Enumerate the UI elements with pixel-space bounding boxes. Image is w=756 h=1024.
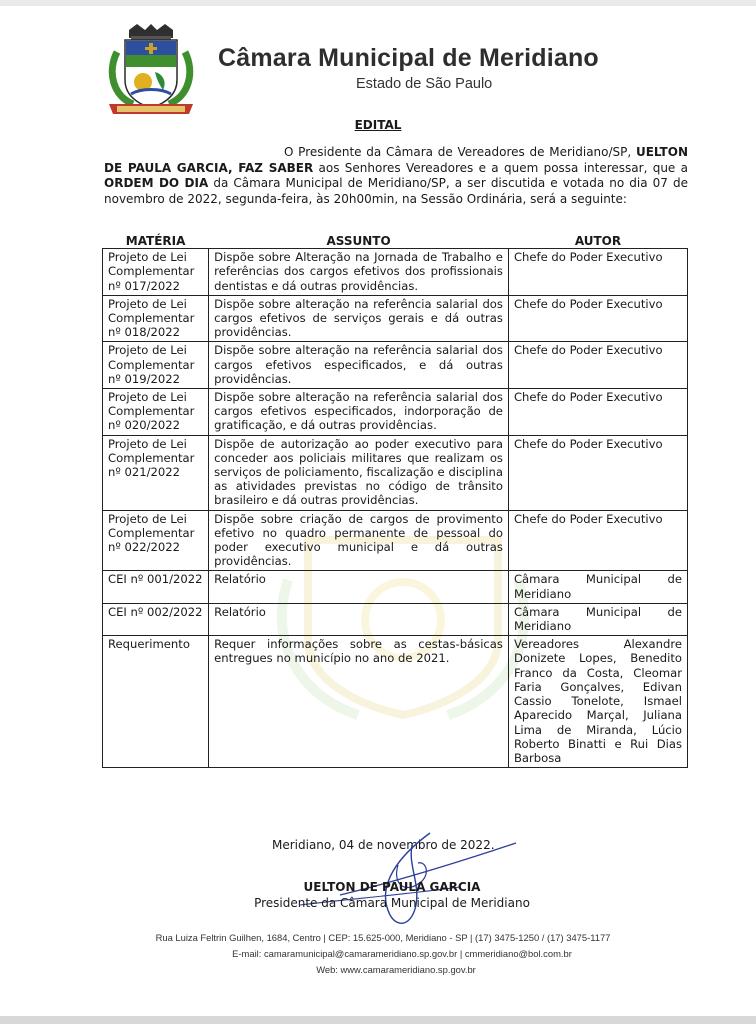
row-materia: Projeto de Lei Complementar nº 018/2022 (103, 295, 209, 342)
footer-email: E-mail: camaramunicipal@camarameridiano.sp.gov.br | cmmeridiano@bol.com.br (232, 948, 572, 959)
row-assunto: Dispõe sobre alteração na referência salarial dos cargos efetivos especificados, indorporação de gratificação, e dá outras providências. (209, 389, 509, 436)
row-materia: CEI nº 002/2022 (103, 603, 209, 635)
row-autor: Chefe do Poder Executivo (508, 510, 687, 571)
row-assunto: Dispõe sobre alteração na referência salarial dos cargos efetivos de serviços gerais e dá outras providências. (209, 295, 509, 342)
place-date: Meridiano, 04 de novembro de 2022. (272, 838, 495, 852)
agenda-table (102, 234, 688, 768)
intro-text-2: aos Senhores Vereadores e a quem possa interessar, que a (313, 160, 688, 175)
row-assunto: Dispõe de autorização ao poder executivo para conceder aos policiais militares que realizam os serviços de policiamento, fiscalização e disciplina as atividades previstas no código de trânsito brasileiro e dá outras providências. (209, 435, 509, 510)
table-row (103, 435, 688, 510)
row-autor: Câmara Municipal de Meridiano (508, 603, 687, 635)
intro-text-1: O Presidente da Câmara de Vereadores de Meridiano/SP, (284, 145, 632, 159)
row-autor: Câmara Municipal de Meridiano (508, 571, 687, 603)
row-assunto: Requer informações sobre as cestas-básicas entregues no município no ano de 2021. (209, 636, 509, 768)
table-row (103, 571, 688, 603)
table-row (103, 342, 688, 389)
document-title: EDITAL (354, 118, 402, 132)
row-assunto: Dispõe sobre Alteração na Jornada de Trabalho e referências dos cargos efetivos dos profissionais dentistas e dá outras providências. (209, 249, 509, 296)
footer-web: Web: www.camarameridiano.sp.gov.br (316, 964, 476, 975)
row-materia: Requerimento (103, 636, 209, 768)
header-autor: AUTOR (574, 234, 622, 248)
table-row (103, 603, 688, 635)
row-autor: Chefe do Poder Executivo (508, 249, 687, 296)
header-materia: MATÉRIA (125, 234, 186, 248)
table-row (103, 249, 688, 296)
table-row (103, 389, 688, 436)
chamber-name: Câmara Municipal de Meridiano (218, 44, 599, 72)
ordem-do-dia: ORDEM DO DIA (104, 176, 209, 190)
scan-top-edge (0, 0, 756, 6)
table-row (103, 295, 688, 342)
footer-address: Rua Luiza Feltrin Guilhen, 1684, Centro | CEP: 15.625-000, Meridiano - SP | (17) 3475-1250 / (17) 3475-1177 (155, 932, 611, 943)
row-autor: Chefe do Poder Executivo (508, 435, 687, 510)
row-assunto: Dispõe sobre alteração na referência salarial dos cargos efetivos especificados, e dá outras providências. (209, 342, 509, 389)
row-autor: Chefe do Poder Executivo (508, 389, 687, 436)
table-row (103, 636, 688, 768)
signer-role: Presidente da Câmara Municipal de Meridiano (254, 896, 530, 910)
row-materia: Projeto de Lei Complementar nº 020/2022 (103, 389, 209, 436)
row-autor: Chefe do Poder Executivo (508, 295, 687, 342)
table-row (103, 510, 688, 571)
row-materia: Projeto de Lei Complementar nº 022/2022 (103, 510, 209, 571)
president-name: UELTON DE PAULA GARCIA, FAZ SABER (104, 145, 688, 175)
row-materia: Projeto de Lei Complementar nº 019/2022 (103, 342, 209, 389)
row-autor: Vereadores Alexandre Donizete Lopes, Benedito Franco da Costa, Cleomar Faria Gonçalves, Edivan Cassio Tonelote, Ismael Aparecido Marçal, Juliana Lima de Miranda, Lúcio Roberto Binatti e Rui Dias Barbosa (508, 636, 687, 768)
row-assunto: Relatório (209, 571, 509, 603)
intro-text-3: da Câmara Municipal de Meridiano/SP, a ser discutida e votada no dia 07 de novembro de 2022, segunda-feira, às 20h00min, na Sessão Ordinária, será a seguinte: (104, 176, 688, 206)
row-materia: Projeto de Lei Complementar nº 017/2022 (103, 249, 209, 296)
row-autor: Chefe do Poder Executivo (508, 342, 687, 389)
intro-paragraph (104, 145, 688, 207)
scan-bottom-edge (0, 1016, 756, 1024)
table-header-row (103, 234, 688, 249)
row-assunto: Relatório (209, 603, 509, 635)
row-materia: Projeto de Lei Complementar nº 021/2022 (103, 435, 209, 510)
row-assunto: Dispõe sobre criação de cargos de provimento efetivo no quadro permanente de pessoal do poder executivo municipal e dá outras providências. (209, 510, 509, 571)
signer-name: UELTON DE PAULA GARCIA (303, 880, 481, 894)
coat-of-arms-icon (103, 22, 199, 118)
state-name: Estado de São Paulo (356, 76, 493, 92)
row-materia: CEI nº 001/2022 (103, 571, 209, 603)
header-assunto: ASSUNTO (326, 234, 391, 248)
